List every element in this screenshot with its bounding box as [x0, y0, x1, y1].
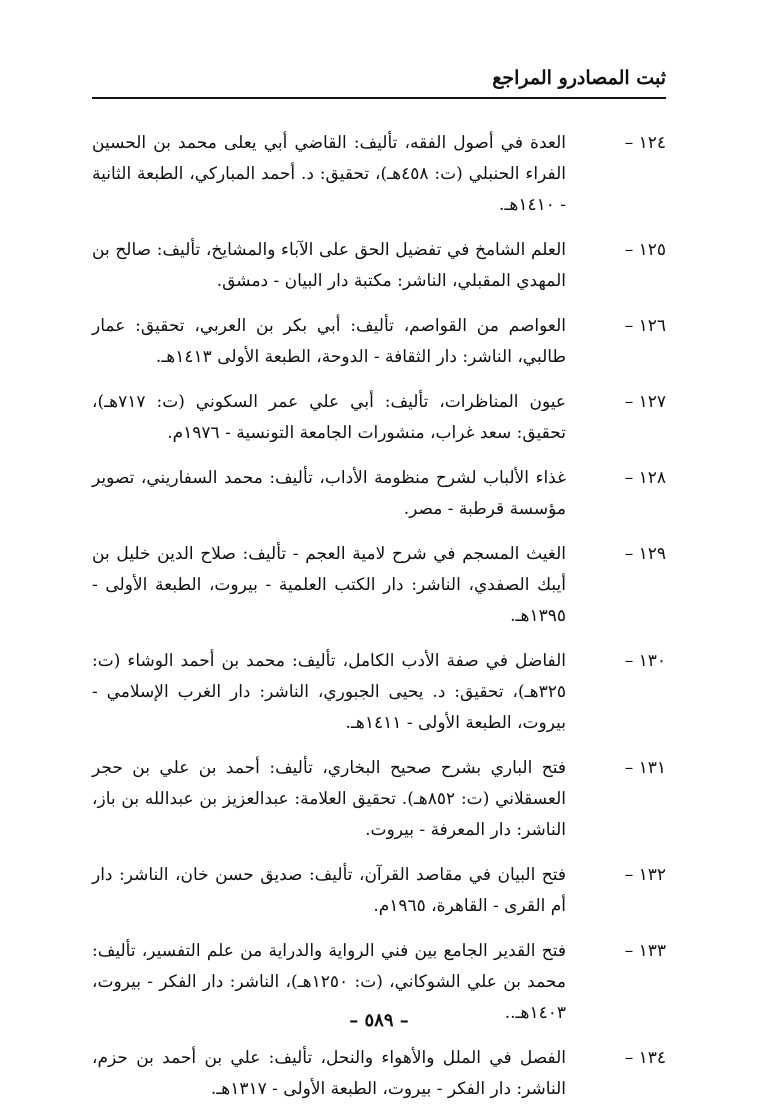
entry-text: فتح البيان في مقاصد القرآن، تأليف: صديق حسن خان، الناشر: دار أم القرى - القاهرة، ١٩٦٥م.	[92, 865, 566, 916]
entry-text: غذاء الألباب لشرح منظومة الأداب، تأليف: محمد السفاريني، تصوير مؤسسة قرطبة - مصر.	[92, 468, 566, 519]
entry-text: العلم الشامخ في تفضيل الحق على الآباء والمشايخ، تأليف: صالح بن المهدي المقبلي، الناشر: مكتبة دار البيان - دمشق.	[92, 240, 566, 291]
entry-text: العواصم من القواصم، تأليف: أبي بكر بن العربي، تحقيق: عمار طالبي، الناشر: دار الثقافة - الدوحة، الطبعة الأولى ١٤١٣هـ.	[92, 316, 566, 367]
bibliography-entry	[92, 753, 666, 846]
entry-number: ١٣١ –	[624, 758, 666, 778]
bibliography-entry	[92, 387, 666, 449]
page-number: – ٥٨٩ –	[349, 1010, 409, 1031]
entry-text: عيون المناظرات، تأليف: أبي علي عمر السكوني (ت: ٧١٧هـ)، تحقيق: سعد غراب، منشورات الجامعة التونسية - ١٩٧٦م.	[92, 392, 566, 443]
entry-number: ١٣٠ –	[624, 651, 666, 671]
bibliography-list	[92, 128, 666, 1119]
entry-text: فتح القدير الجامع بين فني الرواية والدراية من علم التفسير، تأليف: محمد بن علي الشوكاني، (ت: ١٢٥٠هـ)، الناشر: دار الفكر - بيروت، ١٤٠٣هـ..	[92, 941, 567, 1023]
running-head: ثبت المصادرو المراجع	[492, 67, 666, 89]
bibliography-entry	[92, 463, 666, 525]
entry-number: ١٣٣ –	[624, 941, 666, 961]
bibliography-entry	[92, 311, 666, 373]
entry-text: الفصل في الملل والأهواء والنحل، تأليف: علي بن أحمد بن حزم، الناشر: دار الفكر - بيروت، الطبعة الأولى - ١٣١٧هـ.	[92, 1048, 566, 1099]
bibliography-entry	[92, 1043, 666, 1105]
bibliography-entry	[92, 539, 666, 632]
bibliography-entry	[92, 235, 666, 297]
entry-text: فتح الباري بشرح صحيح البخاري، تأليف: أحمد بن علي بن حجر العسقلاني (ت: ٨٥٢هـ). تحقيق العلامة: عبدالعزيز بن عبدالله بن باز، الناشر: دار المعرفة - بيروت.	[92, 758, 567, 840]
bibliography-entry	[92, 128, 666, 221]
entry-number: ١٢٦ –	[624, 316, 666, 336]
entry-number: ١٢٥ –	[624, 240, 666, 260]
entry-text: الفاضل في صفة الأدب الكامل، تأليف: محمد بن أحمد الوشاء (ت: ٣٢٥هـ)، تحقيق: د. يحيى الجبوري، الناشر: دار الغرب الإسلامي - بيروت، الطبعة الأولى - ١٤١١هـ.	[92, 651, 566, 733]
bibliography-entry	[92, 860, 666, 922]
entry-number: ١٢٩ –	[624, 544, 666, 564]
header-rule	[92, 97, 666, 99]
entry-text: الغيث المسجم في شرح لامية العجم - تأليف: صلاح الدين خليل بن أيبك الصفدي، الناشر: دار الكتب العلمية - بيروت، الطبعة الأولى - ١٣٩٥هـ.	[92, 544, 566, 626]
entry-number: ١٢٧ –	[624, 392, 666, 412]
bibliography-entry	[92, 646, 666, 739]
entry-number: ١٢٤ –	[624, 133, 666, 153]
entry-number: ١٣٢ –	[624, 865, 666, 885]
entry-text: العدة في أصول الفقه، تأليف: القاضي أبي يعلى محمد بن الحسين الفراء الحنبلي (ت: ٤٥٨هـ)، تحقيق: د. أحمد المباركي، الطبعة الثانية - ١٤١٠هـ.	[92, 133, 566, 215]
entry-number: ١٣٤ –	[624, 1048, 666, 1068]
entry-number: ١٢٨ –	[624, 468, 666, 488]
